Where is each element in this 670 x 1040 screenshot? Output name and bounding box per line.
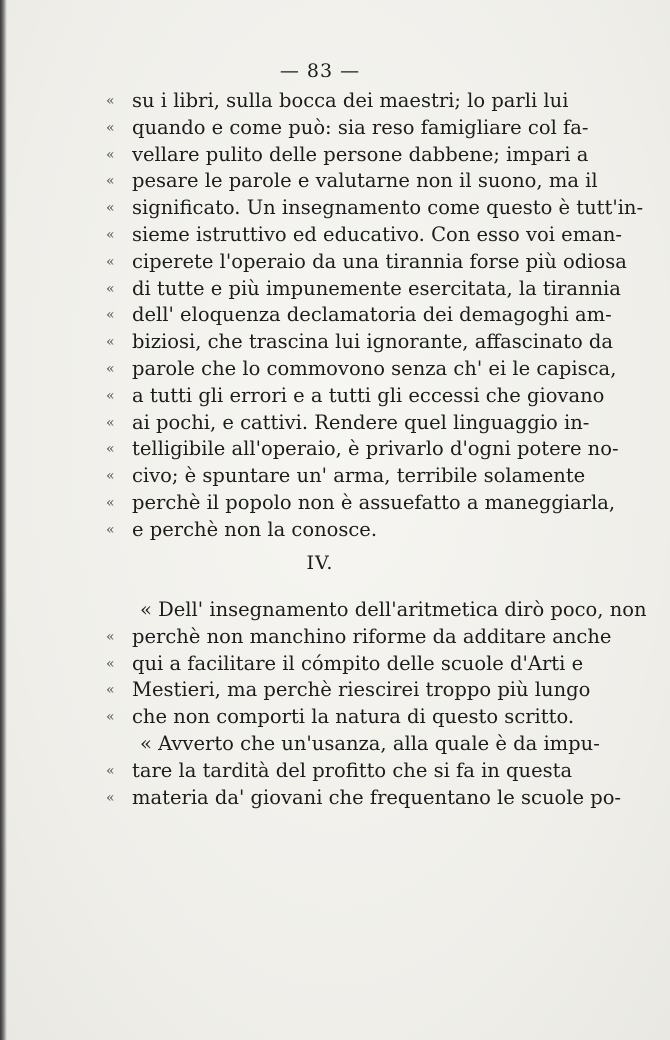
line-text: civo; è spuntare un' arma, terribile solamente xyxy=(132,464,586,488)
line-text: tare la tardità del profitto che si fa in questa xyxy=(132,758,573,782)
quote-marker: « xyxy=(106,119,115,136)
quote-marker: « xyxy=(106,280,115,297)
quote-marker: « xyxy=(106,655,115,672)
text-line xyxy=(110,731,600,758)
text-line xyxy=(106,276,621,303)
page-number: — 83 — xyxy=(279,60,361,82)
line-text: biziosi, che trascina lui ignorante, affascinato da xyxy=(132,330,614,354)
line-text: pesare le parole e valutarne non il suono, ma il xyxy=(132,169,598,193)
text-line xyxy=(106,677,591,704)
line-text: ciperete l'operaio da una tirannia forse più odiosa xyxy=(132,249,627,273)
line-text: e perchè non la conosce. xyxy=(132,517,378,541)
paragraph-block-top xyxy=(106,88,644,544)
line-text: « Dell' insegnamento dell'aritmetica dirò poco, non xyxy=(140,598,647,621)
quote-marker: « xyxy=(106,414,115,431)
text-line xyxy=(106,222,622,249)
line-text: vellare pulito delle persone dabbene; impari a xyxy=(132,142,589,166)
line-text: significato. Un insegnamento come questo è tutt'in- xyxy=(132,196,644,220)
text-line xyxy=(106,704,575,731)
line-text: quando e come può: sia reso famigliare col fa- xyxy=(132,115,589,139)
line-text: a tutti gli errori e a tutti gli eccessi che giovano xyxy=(132,383,605,407)
text-line xyxy=(106,517,530,544)
text-line xyxy=(106,168,598,195)
quote-marker: « xyxy=(106,494,115,511)
text-line xyxy=(106,651,584,678)
quote-marker: « xyxy=(106,360,115,377)
text-line xyxy=(106,142,589,169)
quote-marker: « xyxy=(106,628,115,645)
line-text: sieme istruttivo ed educativo. Con esso voi eman- xyxy=(132,222,622,246)
quote-marker: « xyxy=(106,709,115,726)
text-line xyxy=(106,490,616,517)
text-line xyxy=(106,302,612,329)
line-text: su i libri, sulla bocca dei maestri; lo parli lui xyxy=(132,89,569,112)
text-line xyxy=(106,115,589,142)
line-text: parole che lo commovono senza ch' ei le capisca, xyxy=(132,356,617,380)
text-line xyxy=(106,624,612,651)
quote-marker: « xyxy=(106,93,115,109)
page-spine-shadow xyxy=(0,0,7,1040)
quote-marker: « xyxy=(106,762,115,779)
line-text: qui a facilitare il cómpito delle scuole d'Arti e xyxy=(132,651,584,675)
quote-marker: « xyxy=(106,682,115,699)
text-line xyxy=(110,597,647,624)
text-line xyxy=(106,383,605,410)
line-text: Mestieri, ma perchè riescirei troppo più lungo xyxy=(132,678,591,702)
text-line xyxy=(106,785,622,812)
quote-marker: « xyxy=(106,387,115,404)
paragraph-block-bottom xyxy=(106,597,647,811)
text-line xyxy=(106,463,586,490)
text-line xyxy=(106,195,644,222)
quote-marker: « xyxy=(106,789,115,806)
quote-marker: « xyxy=(106,146,115,163)
section-heading: IV. xyxy=(306,552,334,574)
line-text: perchè non manchino riforme da additare anche xyxy=(132,624,612,648)
quote-marker: « xyxy=(106,307,115,324)
text-line xyxy=(106,758,573,785)
quote-marker: « xyxy=(106,226,115,243)
line-text: dell' eloquenza declamatoria dei demagoghi am- xyxy=(132,303,612,327)
quote-marker: « xyxy=(106,173,115,190)
text-line xyxy=(106,356,617,383)
text-line xyxy=(106,329,614,356)
line-text: telligibile all'operaio, è privarlo d'ogni potere no- xyxy=(132,437,619,461)
quote-marker: « xyxy=(106,253,115,270)
quote-marker: « xyxy=(106,334,115,351)
line-text: che non comporti la natura di questo scritto. xyxy=(132,705,575,729)
line-text: materia da' giovani che frequentano le scuole po- xyxy=(132,785,622,809)
line-text: perchè il popolo non è assuefatto a maneggiarla, xyxy=(132,490,616,514)
quote-marker: « xyxy=(106,521,115,538)
line-text: « Avverto che un'usanza, alla quale è da impu- xyxy=(140,731,600,755)
text-line xyxy=(106,88,569,115)
text-line xyxy=(106,249,627,276)
line-text: di tutte e più impunemente esercitata, la tirannia xyxy=(132,276,621,300)
quote-marker: « xyxy=(106,468,115,485)
line-text: ai pochi, e cattivi. Rendere quel linguaggio in- xyxy=(132,410,590,434)
text-line xyxy=(106,410,590,437)
quote-marker: « xyxy=(106,200,115,217)
quote-marker: « xyxy=(106,441,115,458)
text-line xyxy=(106,436,619,463)
